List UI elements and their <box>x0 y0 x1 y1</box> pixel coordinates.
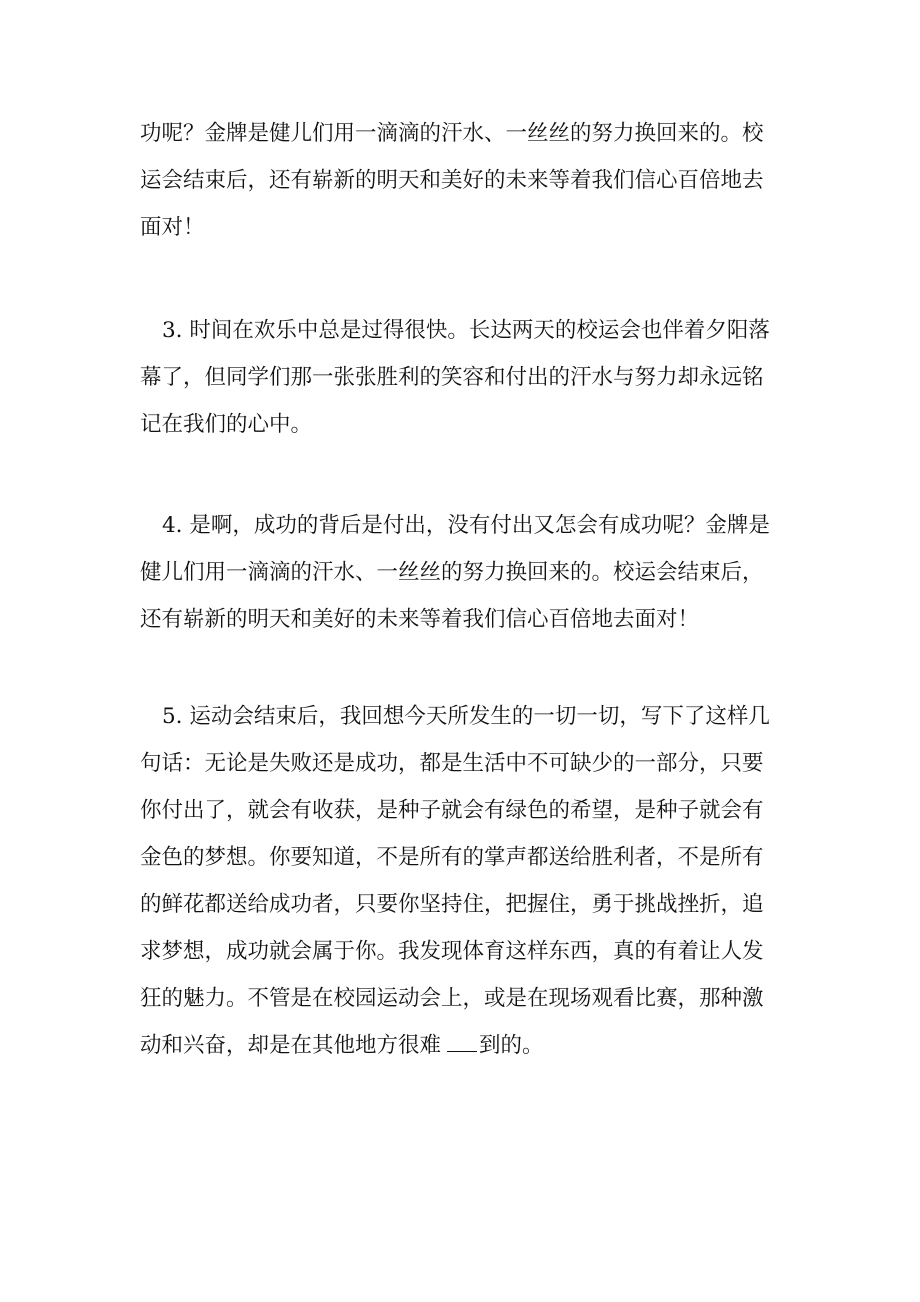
text-line: 面对！ <box>140 215 205 240</box>
paragraph-continued <box>140 110 764 251</box>
paragraph-number: 4. <box>162 513 183 538</box>
text-line: 金色的梦想。你要知道，不是所有的掌声都送给胜利者，不是所有 <box>140 845 764 870</box>
text-line: 句话：无论是失败还是成功，都是生活中不可缺少的一部分，只要 <box>140 751 764 776</box>
paragraph-3 <box>140 307 770 448</box>
text-line: 运会结束后，还有崭新的明天和美好的未来等着我们信心百倍地去 <box>140 168 764 193</box>
text-line: 功呢？金牌是健儿们用一滴滴的汗水、一丝丝的努力换回来的。校 <box>140 121 764 146</box>
text-line: 健儿们用一滴滴的汗水、一丝丝的努力换回来的。校运会结束后， <box>140 560 764 585</box>
paragraph-number: 5. <box>162 704 183 729</box>
text-line: 幕了，但同学们那一张张胜利的笑容和付出的汗水与努力却永远铭 <box>140 365 764 390</box>
text-line: 动和兴奋，却是在其他地方很难 <box>140 1033 442 1058</box>
text-line: 到的。 <box>479 1033 544 1058</box>
paragraph-5 <box>140 693 770 1069</box>
text-line: 运动会结束后，我回想今天所发生的一切一切，写下了这样几 <box>189 704 770 729</box>
paragraph-4 <box>140 502 770 643</box>
text-line: 的鲜花都送给成功者，只要你坚持住，把握住，勇于挑战挫折，追 <box>140 892 764 917</box>
text-line: 是啊，成功的背后是付出，没有付出又怎会有成功呢？金牌是 <box>189 513 770 538</box>
paragraph-number: 3. <box>162 318 183 343</box>
text-line: 求梦想，成功就会属于你。我发现体育这样东西，真的有着让人发 <box>140 939 764 964</box>
text-line: 时间在欢乐中总是过得很快。长达两天的校运会也伴着夕阳落 <box>189 318 770 343</box>
text-line: 狂的魅力。不管是在校园运动会上，或是在现场观看比赛，那种激 <box>140 986 764 1011</box>
text-line: 记在我们的心中。 <box>140 412 313 437</box>
text-line: 还有崭新的明天和美好的未来等着我们信心百倍地去面对！ <box>140 607 700 632</box>
fill-in-blank <box>447 1031 477 1052</box>
text-line: 你付出了，就会有收获，是种子就会有绿色的希望，是种子就会有 <box>140 798 764 823</box>
